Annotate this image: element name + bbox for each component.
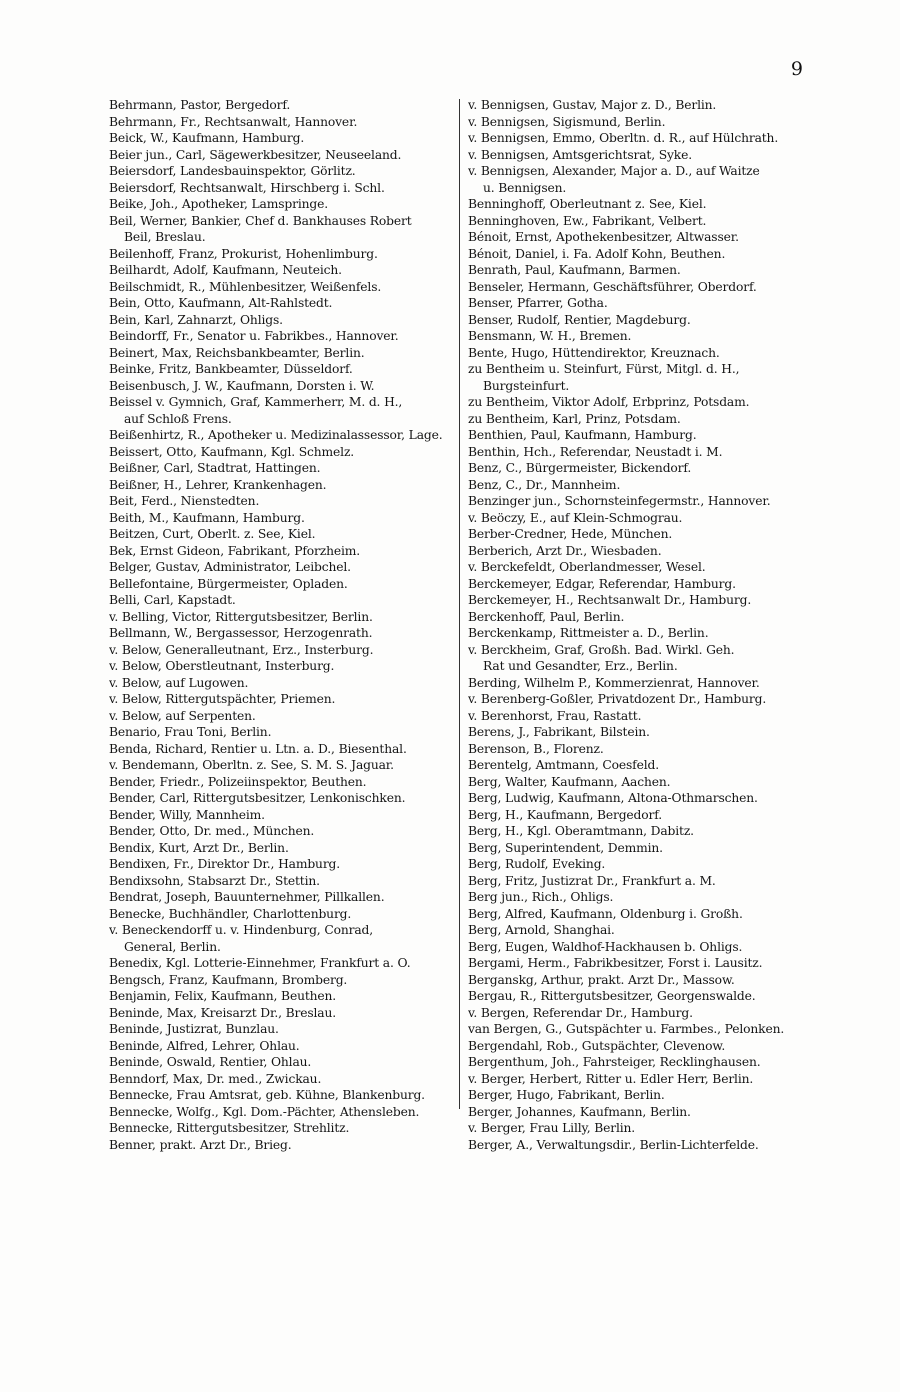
entry-line: Bender, Friedr., Polizeiinspektor, Beuthen. [109, 774, 367, 789]
directory-entry [109, 246, 451, 263]
entry-line: v. Berckheim, Graf, Großh. Bad. Wirkl. Geh. [468, 642, 735, 657]
directory-entry [468, 642, 810, 675]
entry-line: Bellmann, W., Bergassessor, Herzogenrath. [109, 626, 373, 640]
directory-entry [109, 642, 451, 659]
directory-entry [109, 757, 451, 774]
directory-entry [468, 840, 810, 857]
directory-entry [109, 493, 451, 510]
directory-entry [468, 328, 810, 345]
entry-line: zu Bentheim u. Steinfurt, Fürst, Mitgl. d. H., [468, 362, 740, 376]
entry-line: Beilschmidt, R., Mühlenbesitzer, Weißenfels. [109, 279, 382, 294]
entry-line: v. Berenberg-Goßler, Privatdozent Dr., Hamburg. [468, 692, 767, 706]
entry-line: Behrmann, Fr., Rechtsanwalt, Hannover. [109, 114, 358, 129]
entry-line: Berger, Johannes, Kaufmann, Berlin. [468, 1104, 691, 1119]
entry-line: Beissel v. Gymnich, Graf, Kammerherr, M. d. H., [109, 395, 403, 409]
entry-line: v. Below, Generalleutnant, Erz., Insterburg. [109, 642, 374, 657]
entry-line: Beitzen, Curt, Oberlt. z. See, Kiel. [109, 527, 316, 541]
directory-entry [468, 691, 810, 708]
entry-line: v. Beneckendorff u. v. Hindenburg, Conrad, [109, 923, 373, 937]
entry-continuation: Rat und Gesandter, Erz., Berlin. [483, 659, 678, 673]
entry-line: Benninghoven, Ew., Fabrikant, Velbert. [468, 213, 707, 228]
entry-line: Berg, Alfred, Kaufmann, Oldenburg i. Großh. [468, 906, 743, 921]
entry-line: Benda, Richard, Rentier u. Ltn. a. D., Biesenthal. [109, 741, 407, 756]
directory-entry [468, 675, 810, 692]
entry-line: Benz, C., Bürgermeister, Bickendorf. [468, 461, 692, 475]
directory-entry [468, 295, 810, 312]
directory-entry [109, 196, 451, 213]
entry-line: Beisenbusch, J. W., Kaufmann, Dorsten i. W. [109, 378, 375, 393]
directory-entry [109, 889, 451, 906]
directory-entry [468, 807, 810, 824]
entry-line: Bellefontaine, Bürgermeister, Opladen. [109, 576, 348, 591]
entry-line: Berding, Wilhelm P., Kommerzienrat, Hannover. [468, 675, 760, 690]
entry-line: Bennecke, Rittergutsbesitzer, Strehlitz. [109, 1121, 350, 1135]
directory-entry [109, 675, 451, 692]
directory-entry [468, 741, 810, 758]
entry-line: v. Bennigsen, Amtsgerichtsrat, Syke. [468, 147, 692, 162]
directory-entry [109, 180, 451, 197]
entry-line: Berckemeyer, H., Rechtsanwalt Dr., Hamburg. [468, 593, 752, 607]
entry-line: Benz, C., Dr., Mannheim. [468, 477, 621, 492]
entry-line: Bek, Ernst Gideon, Fabrikant, Pforzheim. [109, 543, 361, 558]
entry-continuation: General, Berlin. [124, 939, 221, 954]
directory-entry [109, 856, 451, 873]
directory-entry [109, 576, 451, 593]
entry-line: Bergau, R., Rittergutsbesitzer, Georgenswalde. [468, 989, 756, 1003]
entry-line: Benedix, Kgl. Lotterie-Einnehmer, Frankfurt a. O. [109, 956, 411, 970]
directory-entry [468, 873, 810, 890]
entry-line: Beiersdorf, Rechtsanwalt, Hirschberg i. Schl. [109, 180, 385, 195]
directory-entry [109, 526, 451, 543]
entry-line: Benner, prakt. Arzt Dr., Brieg. [109, 1137, 292, 1152]
entry-line: Berg, Fritz, Justizrat Dr., Frankfurt a. M. [468, 873, 716, 888]
directory-entry [468, 246, 810, 263]
left-column [109, 97, 451, 1153]
directory-entry [468, 163, 810, 196]
directory-entry [468, 1038, 810, 1055]
directory-entry [468, 1137, 810, 1154]
directory-entry [109, 625, 451, 642]
entry-line: Berenson, B., Florenz. [468, 741, 604, 756]
entry-line: Berckenhoff, Paul, Berlin. [468, 609, 625, 624]
directory-entry [109, 906, 451, 923]
directory-entry [468, 312, 810, 329]
directory-entry [109, 708, 451, 725]
entry-line: Bengsch, Franz, Kaufmann, Bromberg. [109, 972, 348, 987]
directory-entry [109, 988, 451, 1005]
directory-entry [468, 477, 810, 494]
directory-entry [109, 345, 451, 362]
entry-line: Bénoit, Ernst, Apothekenbesitzer, Altwasser. [468, 230, 739, 244]
directory-entry [109, 840, 451, 857]
directory-entry [109, 147, 451, 164]
entry-line: Benjamin, Felix, Kaufmann, Beuthen. [109, 989, 337, 1003]
entry-line: Beil, Werner, Bankier, Chef d. Bankhauses Robert [109, 213, 412, 228]
entry-line: Bender, Willy, Mannheim. [109, 807, 265, 822]
directory-entry [468, 427, 810, 444]
entry-line: Benser, Pfarrer, Gotha. [468, 296, 608, 310]
entry-line: v. Bennigsen, Emmo, Oberltn. d. R., auf Hülchrath. [468, 131, 779, 145]
directory-entry [109, 592, 451, 609]
entry-line: v. Below, auf Serpenten. [109, 708, 256, 723]
directory-entry [109, 361, 451, 378]
directory-entry [468, 411, 810, 428]
directory-entry [109, 873, 451, 890]
directory-entry [109, 114, 451, 131]
entry-continuation: u. Bennigsen. [483, 180, 567, 195]
directory-entry [109, 477, 451, 494]
entry-line: v. Bergen, Referendar Dr., Hamburg. [468, 1005, 693, 1020]
entry-line: Bendixsohn, Stabsarzt Dr., Stettin. [109, 873, 320, 888]
entry-line: Bein, Otto, Kaufmann, Alt-Rahlstedt. [109, 296, 333, 310]
entry-line: Berckemeyer, Edgar, Referendar, Hamburg. [468, 576, 736, 591]
entry-continuation: Beil, Breslau. [124, 230, 206, 244]
directory-entry [109, 1104, 451, 1121]
directory-entry [109, 394, 451, 427]
entry-line: v. Bennigsen, Gustav, Major z. D., Berlin. [468, 98, 717, 112]
entry-line: Bergenthum, Joh., Fahrsteiger, Recklinghausen. [468, 1055, 761, 1069]
directory-entry [468, 774, 810, 791]
directory-entry [468, 444, 810, 461]
directory-entry [109, 1054, 451, 1071]
directory-entry [109, 130, 451, 147]
directory-entry [468, 543, 810, 560]
directory-entry [468, 510, 810, 527]
directory-entry [468, 130, 810, 147]
entry-line: Belli, Carl, Kapstadt. [109, 593, 236, 607]
directory-entry [109, 741, 451, 758]
directory-entry [468, 345, 810, 362]
entry-line: Bendixen, Fr., Direktor Dr., Hamburg. [109, 857, 341, 871]
entry-line: Berg, Eugen, Waldhof-Hackhausen b. Ohligs. [468, 939, 743, 954]
directory-entry [109, 1137, 451, 1154]
entry-line: Berber-Credner, Hede, München. [468, 527, 673, 541]
directory-entry [109, 279, 451, 296]
entry-line: Beike, Joh., Apotheker, Lamspringe. [109, 197, 329, 211]
entry-line: Benser, Rudolf, Rentier, Magdeburg. [468, 312, 691, 327]
directory-entry [468, 394, 810, 411]
entry-line: Benario, Frau Toni, Berlin. [109, 725, 272, 739]
entry-line: Benninghoff, Oberleutnant z. See, Kiel. [468, 197, 707, 211]
entry-line: v. Berger, Herbert, Ritter u. Edler Herr, Berlin. [468, 1071, 754, 1086]
entry-line: Benndorf, Max, Dr. med., Zwickau. [109, 1071, 322, 1086]
entry-line: Bendix, Kurt, Arzt Dr., Berlin. [109, 840, 289, 855]
entry-line: Bennecke, Frau Amtsrat, geb. Kühne, Blankenburg. [109, 1088, 425, 1102]
directory-entry [109, 724, 451, 741]
directory-entry [468, 823, 810, 840]
entry-line: v. Beöczy, E., auf Klein-Schmograu. [468, 510, 683, 525]
directory-entry [468, 790, 810, 807]
entry-line: Benseler, Hermann, Geschäftsführer, Oberdorf. [468, 279, 757, 294]
entry-line: Beninde, Max, Kreisarzt Dr., Breslau. [109, 1005, 337, 1020]
entry-line: Berg, Ludwig, Kaufmann, Altona-Othmarschen. [468, 791, 758, 805]
directory-entry [468, 625, 810, 642]
directory-entry [468, 279, 810, 296]
entry-line: Beith, M., Kaufmann, Hamburg. [109, 510, 305, 525]
directory-entry [109, 1071, 451, 1088]
entry-line: Bergami, Herm., Fabrikbesitzer, Forst i. Lausitz. [468, 956, 763, 970]
entry-line: v. Below, Rittergutspächter, Priemen. [109, 692, 336, 706]
entry-line: Behrmann, Pastor, Bergedorf. [109, 98, 291, 112]
directory-entry [468, 361, 810, 394]
entry-line: zu Bentheim, Viktor Adolf, Erbprinz, Potsdam. [468, 395, 750, 409]
entry-line: zu Bentheim, Karl, Prinz, Potsdam. [468, 411, 681, 426]
entry-line: Beninde, Justizrat, Bunzlau. [109, 1022, 279, 1036]
entry-line: Beninde, Alfred, Lehrer, Ohlau. [109, 1038, 300, 1053]
directory-entry [468, 988, 810, 1005]
directory-entry [109, 691, 451, 708]
entry-line: Bein, Karl, Zahnarzt, Ohligs. [109, 312, 283, 327]
directory-entry [109, 774, 451, 791]
directory-entry [109, 972, 451, 989]
directory-entry [109, 510, 451, 527]
entry-line: v. Berckefeldt, Oberlandmesser, Wesel. [468, 560, 706, 574]
entry-line: Bender, Otto, Dr. med., München. [109, 824, 315, 838]
entry-line: Bénoit, Daniel, i. Fa. Adolf Kohn, Beuthen. [468, 246, 726, 261]
directory-entry [468, 1071, 810, 1088]
directory-entry [109, 658, 451, 675]
entry-line: Beilenhoff, Franz, Prokurist, Hohenlimburg. [109, 246, 378, 261]
directory-entry [109, 1087, 451, 1104]
directory-entry [109, 922, 451, 955]
column-divider [459, 99, 460, 1109]
entry-line: Beissert, Otto, Kaufmann, Kgl. Schmelz. [109, 444, 355, 459]
page-number: 9 [790, 58, 803, 80]
directory-entry [109, 1038, 451, 1055]
directory-entry [468, 1021, 810, 1038]
entry-line: Bendrat, Joseph, Bauunternehmer, Pillkallen. [109, 890, 385, 904]
entry-line: Benzinger jun., Schornsteinfegermstr., Hannover. [468, 494, 771, 508]
directory-entry [468, 972, 810, 989]
directory-entry [468, 609, 810, 626]
entry-line: Berg, Rudolf, Eveking. [468, 857, 606, 871]
entry-line: Beißner, Carl, Stadtrat, Hattingen. [109, 461, 321, 475]
entry-line: Beißner, H., Lehrer, Krankenhagen. [109, 477, 327, 492]
directory-entry [109, 823, 451, 840]
entry-line: Bergendahl, Rob., Gutspächter, Clevenow. [468, 1038, 726, 1053]
entry-line: Beindorff, Fr., Senator u. Fabrikbes., Hannover. [109, 329, 399, 343]
entry-line: Belger, Gustav, Administrator, Leibchel. [109, 560, 351, 574]
directory-entry [109, 955, 451, 972]
entry-line: Berg, Walter, Kaufmann, Aachen. [468, 774, 671, 789]
directory-entry [468, 1054, 810, 1071]
directory-entry [468, 889, 810, 906]
directory-entry [468, 229, 810, 246]
entry-line: Benrath, Paul, Kaufmann, Barmen. [468, 263, 681, 277]
entry-line: Benecke, Buchhändler, Charlottenburg. [109, 906, 352, 921]
directory-entry [109, 444, 451, 461]
right-column [468, 97, 810, 1153]
entry-line: van Bergen, G., Gutspächter u. Farmbes., Pelonken. [468, 1022, 785, 1036]
entry-line: Berg, Superintendent, Demmin. [468, 840, 663, 855]
directory-entry [468, 559, 810, 576]
entry-line: Beier jun., Carl, Sägewerkbesitzer, Neuseeland. [109, 147, 402, 162]
entry-line: Benthien, Paul, Kaufmann, Hamburg. [468, 428, 697, 442]
directory-entry [468, 1104, 810, 1121]
directory-entry [468, 97, 810, 114]
entry-line: Benthin, Hch., Referendar, Neustadt i. M. [468, 444, 723, 459]
directory-entry [109, 460, 451, 477]
entry-line: Berckenkamp, Rittmeister a. D., Berlin. [468, 626, 709, 640]
directory-entry [109, 312, 451, 329]
entry-line: Berens, J., Fabrikant, Bilstein. [468, 725, 650, 739]
entry-line: Berger, A., Verwaltungsdir., Berlin-Lichterfelde. [468, 1137, 759, 1152]
directory-entry [109, 427, 451, 444]
directory-entry [468, 592, 810, 609]
entry-line: Beit, Ferd., Nienstedten. [109, 494, 260, 508]
directory-entry [468, 526, 810, 543]
entry-line: Berger, Hugo, Fabrikant, Berlin. [468, 1088, 665, 1102]
entry-continuation: Burgsteinfurt. [483, 378, 570, 393]
entry-line: Bennecke, Wolfg., Kgl. Dom.-Pächter, Athensleben. [109, 1104, 420, 1119]
entry-line: Berg, H., Kgl. Oberamtmann, Dabitz. [468, 824, 694, 838]
entry-line: Berganskg, Arthur, prakt. Arzt Dr., Massow. [468, 972, 735, 987]
entry-line: Beißenhirtz, R., Apotheker u. Medizinalassessor, Lage. [109, 428, 443, 442]
directory-entry [468, 114, 810, 131]
entry-line: Bensmann, W. H., Bremen. [468, 329, 632, 343]
directory-entry [468, 576, 810, 593]
directory-entry [109, 213, 451, 246]
directory-entry [109, 807, 451, 824]
entry-line: Berg, H., Kaufmann, Bergedorf. [468, 807, 662, 822]
directory-entry [468, 724, 810, 741]
directory-entry [109, 163, 451, 180]
directory-entry [468, 955, 810, 972]
directory-entry [109, 295, 451, 312]
directory-entry [468, 939, 810, 956]
directory-entry [109, 1005, 451, 1022]
entry-continuation: auf Schloß Frens. [124, 411, 232, 426]
directory-entry [468, 922, 810, 939]
entry-line: v. Below, auf Lugowen. [109, 675, 249, 690]
directory-entry [468, 1087, 810, 1104]
directory-entry [109, 262, 451, 279]
entry-line: Berberich, Arzt Dr., Wiesbaden. [468, 543, 662, 558]
entry-line: Berentelg, Amtmann, Coesfeld. [468, 758, 659, 772]
entry-line: Berg, Arnold, Shanghai. [468, 923, 615, 937]
entry-line: v. Bennigsen, Sigismund, Berlin. [468, 114, 666, 129]
entry-line: Beinke, Fritz, Bankbeamter, Düsseldorf. [109, 362, 353, 376]
directory-entry [468, 147, 810, 164]
directory-entry [468, 213, 810, 230]
directory-entry [468, 1120, 810, 1137]
entry-line: Beinert, Max, Reichsbankbeamter, Berlin. [109, 345, 365, 360]
directory-entry [468, 262, 810, 279]
directory-entry [109, 1021, 451, 1038]
directory-entry [109, 559, 451, 576]
directory-entry [109, 543, 451, 560]
directory-entry [109, 328, 451, 345]
entry-line: Beick, W., Kaufmann, Hamburg. [109, 131, 305, 145]
directory-entry [109, 609, 451, 626]
directory-entry [468, 460, 810, 477]
entry-line: v. Belling, Victor, Rittergutsbesitzer, Berlin. [109, 609, 373, 624]
entry-line: Bender, Carl, Rittergutsbesitzer, Lenkonischken. [109, 791, 406, 805]
entry-line: v. Bennigsen, Alexander, Major a. D., auf Waitze [468, 164, 760, 178]
entry-line: Bente, Hugo, Hüttendirektor, Kreuznach. [468, 345, 720, 360]
entry-line: Beiersdorf, Landesbauinspektor, Görlitz. [109, 164, 356, 178]
directory-entry [109, 790, 451, 807]
directory-entry [468, 708, 810, 725]
directory-entry [109, 97, 451, 114]
directory-entry [468, 856, 810, 873]
entry-line: v. Berger, Frau Lilly, Berlin. [468, 1121, 636, 1135]
entry-line: Berg jun., Rich., Ohligs. [468, 890, 614, 904]
entry-line: Beninde, Oswald, Rentier, Ohlau. [109, 1055, 312, 1069]
directory-entry [109, 1120, 451, 1137]
directory-entry [468, 1005, 810, 1022]
directory-entry [468, 196, 810, 213]
entry-line: v. Bendemann, Oberltn. z. See, S. M. S. Jaguar. [109, 758, 394, 772]
entry-line: Beilhardt, Adolf, Kaufmann, Neuteich. [109, 263, 342, 277]
directory-entry [109, 378, 451, 395]
entry-line: v. Berenhorst, Frau, Rastatt. [468, 708, 642, 723]
entry-line: v. Below, Oberstleutnant, Insterburg. [109, 659, 335, 673]
directory-entry [468, 757, 810, 774]
directory-entry [468, 493, 810, 510]
directory-entry [468, 906, 810, 923]
